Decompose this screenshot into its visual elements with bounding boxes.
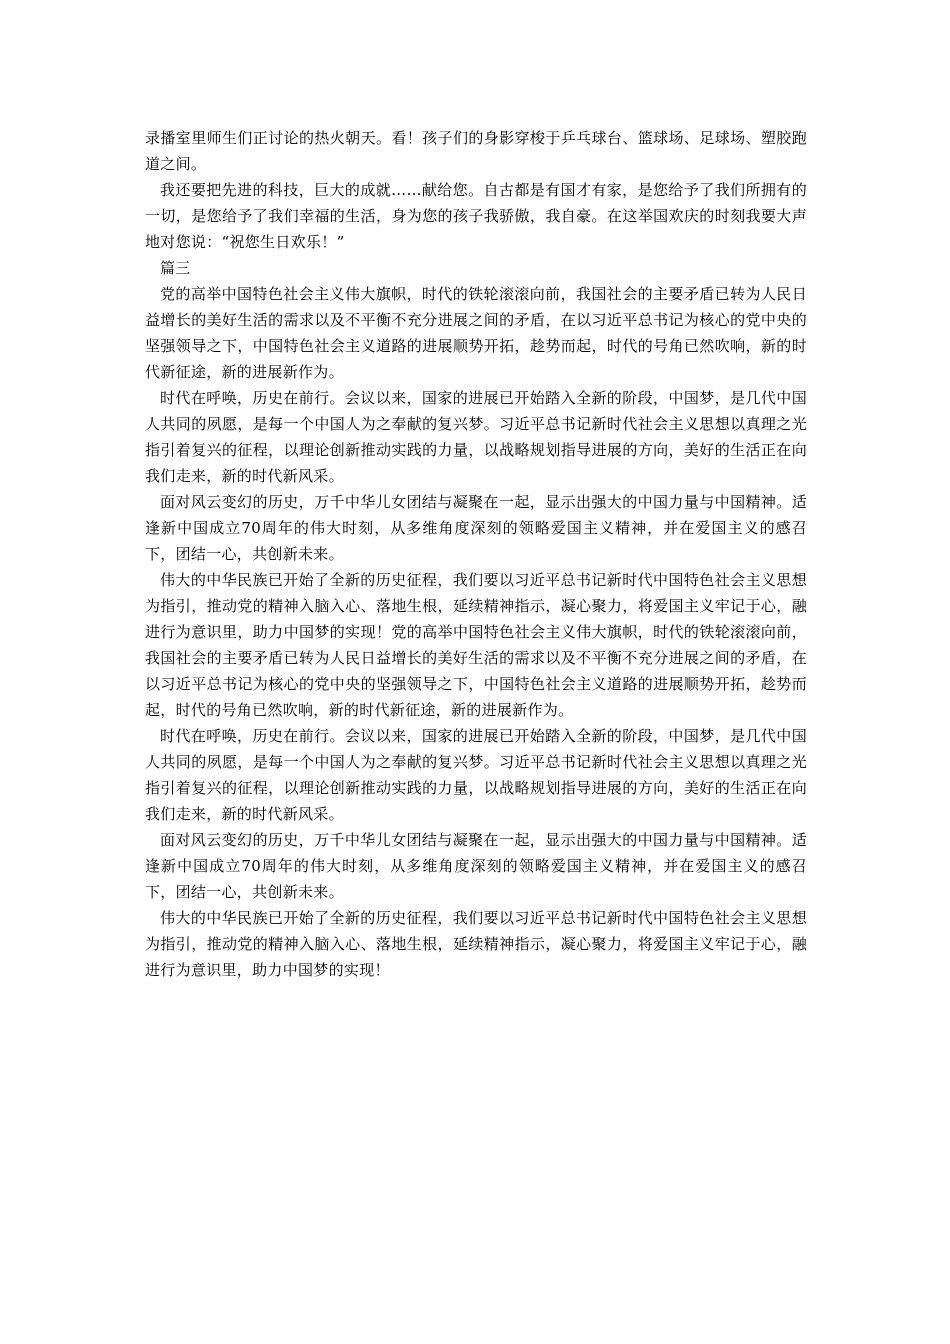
paragraph-7: 时代在呼唤，历史在前行。会议以来，国家的进展已开始踏入全新的阶段，中国梦，是几代中国人共同的夙愿，是每一个中国人为之奉献的复兴梦。习近平总书记新时代社会主义思想以真理之光指引着复兴的征程，以理论创新推动实践的力量，以战略规划指导进展的方向，美好的生活正在向我们走来，新的时代新风采。 — [145, 727, 807, 823]
paragraph-1: 录播室里师生们正讨论的热火朝天。看！孩子们的身影穿梭于乒乓球台、篮球场、足球场、塑胶跑道之间。 — [145, 129, 807, 173]
paragraph-5: 面对风云变幻的历史，万千中华儿女团结与凝聚在一起，显示出强大的中国力量与中国精神。适逢新中国成立70周年的伟大时刻，从多维角度深刻的领略爱国主义精神，并在爱国主义的感召下，团结一心，共创新未来。 — [145, 493, 807, 563]
paragraph-9: 伟大的中华民族已开始了全新的历史征程，我们要以习近平总书记新时代中国特色社会主义思想为指引，推动党的精神入脑入心、落地生根，延续精神指示，凝心聚力，将爱国主义牢记于心，融进行为意识里，助力中国梦的实现！ — [145, 909, 807, 979]
paragraph-8: 面对风云变幻的历史，万千中华儿女团结与凝聚在一起，显示出强大的中国力量与中国精神。适逢新中国成立70周年的伟大时刻，从多维角度深刻的领略爱国主义精神，并在爱国主义的感召下，团结一心，共创新未来。 — [145, 831, 807, 901]
paragraph-2: 我还要把先进的科技，巨大的成就……献给您。自古都是有国才有家，是您给予了我们所拥有的一切，是您给予了我们幸福的生活，身为您的孩子我骄傲，我自豪。在这举国欢庆的时刻我要大声地对您说：“祝您生日欢乐！” — [145, 181, 807, 251]
paragraph-6: 伟大的中华民族已开始了全新的历史征程，我们要以习近平总书记新时代中国特色社会主义思想为指引，推动党的精神入脑入心、落地生根，延续精神指示，凝心聚力，将爱国主义牢记于心，融进行为意识里，助力中国梦的实现！党的高举中国特色社会主义伟大旗帜，时代的铁轮滚滚向前，我国社会的主要矛盾已转为人民日益增长的美好生活的需求以及不平衡不充分进展之间的矛盾，在以习近平总书记为核心的党中央的坚强领导之下，中国特色社会主义道路的进展顺势开拓，趁势而起，时代的号角已然吹响，新的时代新征途，新的进展新作为。 — [145, 571, 807, 719]
document-page — [145, 125, 807, 983]
paragraph-3: 党的高举中国特色社会主义伟大旗帜，时代的铁轮滚滚向前，我国社会的主要矛盾已转为人民日益增长的美好生活的需求以及不平衡不充分进展之间的矛盾，在以习近平总书记为核心的党中央的坚强领导之下，中国特色社会主义道路的进展顺势开拓，趁势而起，时代的号角已然吹响，新的时代新征途，新的进展新作为。 — [145, 285, 807, 381]
paragraph-4: 时代在呼唤，历史在前行。会议以来，国家的进展已开始踏入全新的阶段，中国梦，是几代中国人共同的夙愿，是每一个中国人为之奉献的复兴梦。习近平总书记新时代社会主义思想以真理之光指引着复兴的征程，以理论创新推动实践的力量，以战略规划指导进展的方向，美好的生活正在向我们走来，新的时代新风采。 — [145, 389, 807, 485]
section-heading: 篇三 — [160, 259, 191, 277]
